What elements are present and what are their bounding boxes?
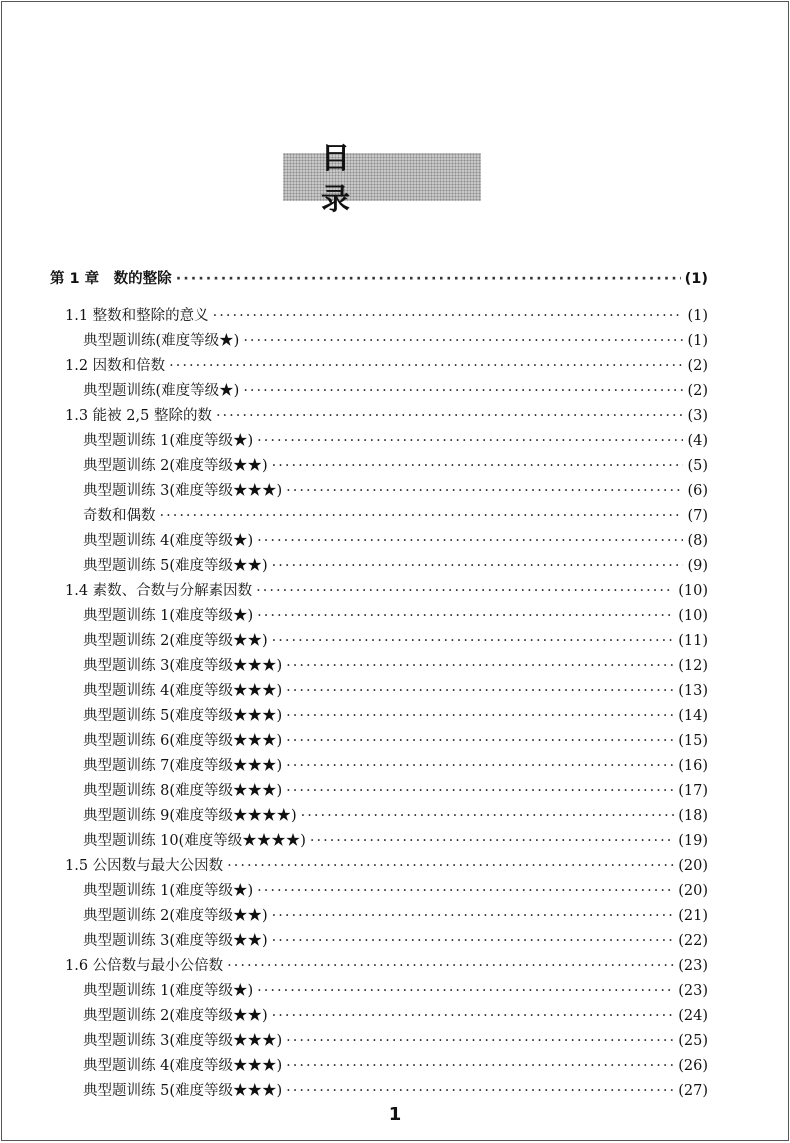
dot-leader xyxy=(243,331,683,351)
toc-entry-page: (13) xyxy=(678,683,708,699)
dot-leader xyxy=(286,1031,674,1051)
toc-entry-page: (4) xyxy=(687,433,708,449)
toc-entry-page: (6) xyxy=(687,483,708,499)
toc-entry-label: 奇数和偶数 xyxy=(83,508,156,524)
toc-entry-item[interactable] xyxy=(83,1081,708,1101)
dot-leader xyxy=(272,906,675,926)
toc-entry-label: 典型题训练 2(难度等级★★) xyxy=(83,633,268,649)
toc-entry-label: 典型题训练 1(难度等级★) xyxy=(83,608,254,624)
toc-entry-item[interactable] xyxy=(83,631,708,651)
toc-entry-section[interactable] xyxy=(65,956,708,976)
page-title: 目 录 xyxy=(283,153,481,201)
page-number: 1 xyxy=(388,1104,402,1125)
toc-entry-label: 典型题训练 4(难度等级★★★) xyxy=(83,683,283,699)
toc-entry-page: (3) xyxy=(687,408,708,424)
toc-entry-item[interactable] xyxy=(83,331,708,351)
toc-entry-page: (18) xyxy=(678,808,708,824)
toc-entry-page: (16) xyxy=(678,758,708,774)
toc-entry-label: 典型题训练 3(难度等级★★★) xyxy=(83,658,283,674)
toc-entry-item[interactable] xyxy=(83,731,708,751)
toc-entry-chapter[interactable] xyxy=(50,269,708,289)
toc-entry-item[interactable] xyxy=(83,806,708,826)
toc-entry-page: (20) xyxy=(678,883,708,899)
dot-leader xyxy=(257,881,674,901)
toc-entry-page: (27) xyxy=(678,1083,708,1099)
dot-leader xyxy=(286,1056,674,1076)
toc-entry-section[interactable] xyxy=(65,856,708,876)
toc-entry-page: (1) xyxy=(684,271,708,287)
dot-leader xyxy=(169,356,683,376)
toc-entry-page: (23) xyxy=(678,983,708,999)
toc-entry-page: (20) xyxy=(678,858,708,874)
toc-entry-item[interactable] xyxy=(83,781,708,801)
toc-entry-page: (1) xyxy=(687,333,708,349)
toc-entry-label: 典型题训练 8(难度等级★★★) xyxy=(83,783,283,799)
toc-entry-page: (19) xyxy=(678,833,708,849)
dot-leader xyxy=(272,456,684,476)
toc-entry-section[interactable] xyxy=(65,406,708,426)
toc-entry-page: (11) xyxy=(678,633,708,649)
toc-entry-page: (12) xyxy=(678,658,708,674)
dot-leader xyxy=(286,1081,674,1101)
toc-entry-item[interactable] xyxy=(83,831,708,851)
toc-entry-label: 典型题训练 3(难度等级★★★) xyxy=(83,483,283,499)
toc-entry-page: (21) xyxy=(678,908,708,924)
dot-leader xyxy=(272,556,684,576)
toc-entry-label: 典型题训练 1(难度等级★) xyxy=(83,433,254,449)
toc-entry-label: 典型题训练 7(难度等级★★★) xyxy=(83,758,283,774)
toc-entry-label: 1.6 公倍数与最小公倍数 xyxy=(65,958,224,974)
toc-entry-label: 典型题训练 2(难度等级★★) xyxy=(83,458,268,474)
toc-entry-label: 1.4 素数、合数与分解素因数 xyxy=(65,583,253,599)
toc-entry-page: (7) xyxy=(687,508,708,524)
dot-leader xyxy=(176,269,681,289)
dot-leader xyxy=(286,656,674,676)
toc-entry-label: 1.2 因数和倍数 xyxy=(65,358,166,374)
toc-entry-page: (9) xyxy=(687,558,708,574)
toc-entry-item[interactable] xyxy=(83,1031,708,1051)
toc-entry-page: (2) xyxy=(687,358,708,374)
toc-entry-page: (1) xyxy=(687,308,708,324)
toc-entry-label: 典型题训练 1(难度等级★) xyxy=(83,883,254,899)
toc-entry-item[interactable] xyxy=(83,681,708,701)
toc-entry-label: 典型题训练 3(难度等级★★) xyxy=(83,933,268,949)
dot-leader xyxy=(272,631,675,651)
toc-entry-label: 1.1 整数和整除的意义 xyxy=(65,308,209,324)
dot-leader xyxy=(160,506,684,526)
toc-entry-label: 典型题训练 2(难度等级★★) xyxy=(83,1008,268,1024)
toc-entry-page: (5) xyxy=(687,458,708,474)
document-page xyxy=(1,1,789,1141)
toc-entry-label: 典型题训练 6(难度等级★★★) xyxy=(83,733,283,749)
toc-entry-label: 1.3 能被 2,5 整除的数 xyxy=(65,408,212,424)
toc-entry-label: 典型题训练 4(难度等级★★★) xyxy=(83,1058,283,1074)
toc-entry-item[interactable] xyxy=(83,531,708,551)
dot-leader xyxy=(257,431,683,451)
dot-leader xyxy=(272,1006,675,1026)
toc-entry-label: 1.5 公因数与最大公因数 xyxy=(65,858,224,874)
dot-leader xyxy=(286,481,683,501)
dot-leader xyxy=(286,681,674,701)
toc-entry-label: 典型题训练 1(难度等级★) xyxy=(83,983,254,999)
toc-entry-page: (26) xyxy=(678,1058,708,1074)
toc-entry-item[interactable] xyxy=(83,756,708,776)
toc-entry-page: (17) xyxy=(678,783,708,799)
toc-entry-item[interactable] xyxy=(83,706,708,726)
dot-leader xyxy=(243,381,683,401)
dot-leader xyxy=(256,581,674,601)
toc-entry-page: (10) xyxy=(678,608,708,624)
toc-entry-section[interactable] xyxy=(65,306,708,326)
toc-entry-label: 典型题训练 3(难度等级★★★) xyxy=(83,1033,283,1049)
toc-entry-item[interactable] xyxy=(83,381,708,401)
toc-entry-item[interactable] xyxy=(83,906,708,926)
toc-entry-label: 典型题训练 9(难度等级★★★★) xyxy=(83,808,297,824)
toc-entry-label: 典型题训练 5(难度等级★★★) xyxy=(83,708,283,724)
dot-leader xyxy=(257,606,674,626)
dot-leader xyxy=(286,781,674,801)
toc-entry-page: (8) xyxy=(687,533,708,549)
dot-leader xyxy=(301,806,675,826)
toc-entry-item[interactable] xyxy=(83,556,708,576)
toc-entry-item[interactable] xyxy=(83,1006,708,1026)
dot-leader xyxy=(227,956,674,976)
toc-entry-label: 第 1 章 数的整除 xyxy=(50,271,172,287)
toc-entry-item[interactable] xyxy=(83,481,708,501)
toc-entry-label: 典型题训练 5(难度等级★★) xyxy=(83,558,268,574)
toc-entry-label: 典型题训练(难度等级★) xyxy=(83,383,240,399)
toc-entry-section[interactable] xyxy=(65,356,708,376)
toc-entry-item[interactable] xyxy=(83,981,708,1001)
toc-entry-item[interactable] xyxy=(83,931,708,951)
dot-leader xyxy=(286,731,674,751)
toc-entry-item[interactable] xyxy=(83,431,708,451)
toc-entry-page: (25) xyxy=(678,1033,708,1049)
toc-entry-label: 典型题训练 5(难度等级★★★) xyxy=(83,1083,283,1099)
dot-leader xyxy=(310,831,674,851)
toc-entry-section[interactable] xyxy=(65,581,708,601)
toc-entry-item[interactable] xyxy=(83,881,708,901)
dot-leader xyxy=(257,981,674,1001)
dot-leader xyxy=(272,931,675,951)
dot-leader xyxy=(286,706,674,726)
dot-leader xyxy=(213,306,684,326)
toc-entry-item[interactable] xyxy=(83,456,708,476)
toc-entry-label: 典型题训练(难度等级★) xyxy=(83,333,240,349)
toc-entry-label: 典型题训练 2(难度等级★★) xyxy=(83,908,268,924)
toc-entry-page: (15) xyxy=(678,733,708,749)
toc-entry-page: (23) xyxy=(678,958,708,974)
toc-entry-page: (10) xyxy=(678,583,708,599)
dot-leader xyxy=(286,756,674,776)
dot-leader xyxy=(227,856,674,876)
toc-entry-page: (24) xyxy=(678,1008,708,1024)
toc-entry-page: (2) xyxy=(687,383,708,399)
toc-entry-item[interactable] xyxy=(83,506,708,526)
toc-entry-label: 典型题训练 4(难度等级★) xyxy=(83,533,254,549)
toc-entry-item[interactable] xyxy=(83,606,708,626)
toc-entry-page: (14) xyxy=(678,708,708,724)
toc-entry-page: (22) xyxy=(678,933,708,949)
toc-entry-label: 典型题训练 10(难度等级★★★★) xyxy=(83,833,306,849)
dot-leader xyxy=(257,531,683,551)
dot-leader xyxy=(216,406,684,426)
toc-entry-item[interactable] xyxy=(83,656,708,676)
toc-entry-item[interactable] xyxy=(83,1056,708,1076)
